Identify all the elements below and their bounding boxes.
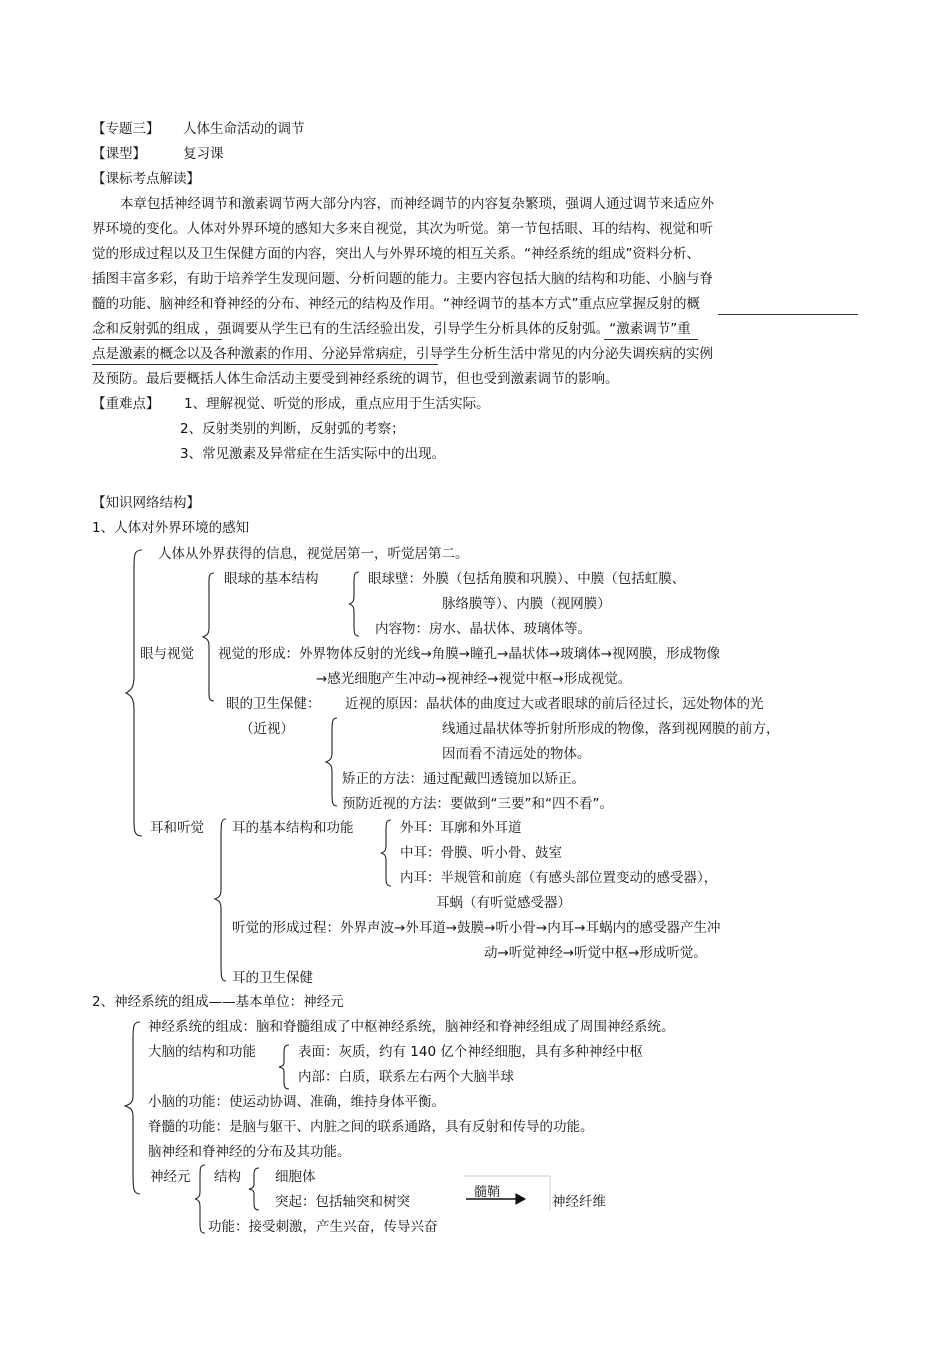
nerves-distribution: 脑神经和脊神经的分布及其功能。 [148, 1144, 351, 1160]
eye-vision-label: 眼与视觉 [140, 646, 194, 662]
brace-eye-struct [346, 570, 364, 638]
brace-nervous [120, 1020, 146, 1196]
section-title: 1、人体对外界环境的感知 [92, 520, 250, 536]
intro-line: 界环境的变化。人体对外界环境的感知大多来自视觉，其次为听觉。第一节包括眼、耳的结构、视觉和听 [92, 221, 713, 237]
brace-cerebrum [276, 1043, 294, 1091]
ear-hearing-label: 耳和听觉 [150, 820, 204, 836]
neuron-function: 功能：接受刺激，产生兴奋，传导兴奋 [208, 1219, 438, 1235]
eye-content: 内容物：房水、晶状体、玻璃体等。 [375, 621, 591, 637]
brace-ear-struct [378, 818, 396, 888]
eye-wall: 眼球壁：外膜（包括角膜和巩膜）、中膜（包括虹膜、 [368, 571, 686, 587]
type-tag: 【课型】 [92, 146, 146, 162]
section-title: 2、神经系统的组成——基本单位：神经元 [92, 994, 344, 1010]
cerebrum-surface: 表面：灰质，约有 140 亿个神经细胞，具有多种神经中枢 [298, 1044, 643, 1060]
outer-ear: 外耳：耳廓和外耳道 [400, 820, 522, 836]
eye-hygiene-label: 眼的卫生保健： [226, 696, 321, 712]
myelin-sheath-label: 髓鞘 [474, 1185, 501, 1200]
inner-ear: 内耳：半规管和前庭（有感头部位置变动的感受器）， [400, 870, 718, 886]
nerve-fiber: 神经纤维 [552, 1194, 606, 1210]
vision-formation-cont: →感光细胞产生冲动→视神经→视觉中枢→形成视觉。 [316, 671, 632, 687]
brace-structure [246, 1166, 264, 1212]
eye-structure-label: 眼球的基本结构 [224, 571, 319, 587]
key-point-item: 2、反射类别的判断，反射弧的考察； [180, 421, 405, 437]
neuron-process: 突起：包括轴突和树突 [275, 1194, 410, 1210]
topic-tag: 【专题三】 [92, 121, 160, 137]
intro-line: 及预防。最后要概括人体生命活动主要受到神经系统的调节，但也受到激素调节的影响。 [92, 371, 619, 387]
brace-ear [212, 817, 232, 983]
myopia-correction: 矫正的方法：通过配戴凹透镜加以矫正。 [342, 771, 585, 787]
brace-myopia [323, 716, 343, 808]
network-tag: 【知识网络结构】 [92, 495, 200, 511]
interpret-tag: 【课标考点解读】 [92, 171, 200, 187]
intro-line: 念和反射弧的组成 ，强调要从学生已有的生活经验出发，引导学生分析具体的反射弧。“激素调节”重 [92, 321, 691, 337]
arrow-to-fiber [462, 1172, 554, 1212]
underline [718, 314, 858, 315]
underline [92, 364, 438, 365]
intro-line: 点是激素的概念以及各种激素的作用、分泌异常病症，引导学生分析生活中常见的内分泌失调疾病的实例 [92, 346, 713, 362]
key-point-item: 3、常见激素及异常症在生活实际中的出现。 [180, 446, 446, 462]
hearing-formation: 听觉的形成过程：外界声波→外耳道→鼓膜→听小骨→内耳→耳蜗内的感受器产生冲 [232, 920, 721, 936]
intro-line: 本章包括神经调节和激素调节两大部分内容，而神经调节的内容复杂繁琐，强调人通过调节来适应外 [120, 196, 714, 212]
myopia-cause: 近视的原因：晶状体的曲度过大或者眼球的前后径过长，远处物体的光 [345, 696, 764, 712]
intro-line: 髓的功能、脑神经和脊神经的分布、神经元的结构及作用。“神经调节的基本方式”重点应掌握反射的概 [92, 296, 700, 312]
myopia-prevention: 预防近视的方法：要做到“三要”和“四不看”。 [342, 796, 613, 812]
cerebellum-function: 小脑的功能：使运动协调、准确，维持身体平衡。 [148, 1094, 445, 1110]
myopia-label: （近视） [240, 721, 294, 737]
ear-structure-label: 耳的基本结构和功能 [232, 820, 354, 836]
type-value: 复习课 [183, 146, 224, 162]
myopia-cause-cont: 线通过晶状体等折射所形成的物像，落到视网膜的前方， [442, 721, 780, 737]
neuron-structure-label: 结构 [214, 1169, 241, 1185]
brace-eye [200, 571, 220, 703]
info-line: 人体从外界获得的信息，视觉居第一，听觉居第二。 [158, 546, 469, 562]
intro-line: 插图丰富多彩，有助于培养学生发现问题、分析问题的能力。主要内容包括大脑的结构和功能、小脑与脊 [92, 271, 713, 287]
spinal-function: 脊髓的功能：是脑与躯干、内脏之间的联系通路，具有反射和传导的功能。 [148, 1119, 594, 1135]
cerebrum-label: 大脑的结构和功能 [148, 1044, 256, 1060]
myopia-cause-cont: 因而看不清远处的物体。 [442, 746, 591, 762]
intro-line: 觉的形成过程以及卫生保健方面的内容，突出人与外界环境的相互关系。“神经系统的组成”资料分析、 [92, 246, 700, 262]
key-point-item: 1、理解视觉、听觉的形成，重点应用于生活实际。 [184, 396, 490, 412]
vision-formation: 视觉的形成：外界物体反射的光线→角膜→瞳孔→晶状体→玻璃体→视网膜，形成物像 [218, 646, 721, 662]
underline [92, 339, 222, 340]
cochlea: 耳蜗（有听觉感受器） [436, 895, 571, 911]
hearing-formation-cont: 动→听觉神经→听觉中枢→形成听觉。 [484, 945, 707, 961]
brace-outer [120, 548, 150, 838]
key-points-tag: 【重难点】 [92, 396, 160, 412]
cell-body: 细胞体 [275, 1169, 316, 1185]
middle-ear: 中耳：骨膜、听小骨、鼓室 [400, 845, 562, 861]
eye-wall-cont: 脉络膜等）、内膜（视网膜） [442, 596, 611, 612]
underline [604, 339, 698, 340]
topic-title: 人体生命活动的调节 [183, 121, 305, 137]
nervous-composition: 神经系统的组成：脑和脊髓组成了中枢神经系统，脑神经和脊神经组成了周围神经系统。 [148, 1019, 675, 1035]
cerebrum-inside: 内部：白质，联系左右两个大脑半球 [298, 1069, 514, 1085]
neuron-label: 神经元 [150, 1169, 191, 1185]
ear-hygiene: 耳的卫生保健 [232, 970, 313, 986]
